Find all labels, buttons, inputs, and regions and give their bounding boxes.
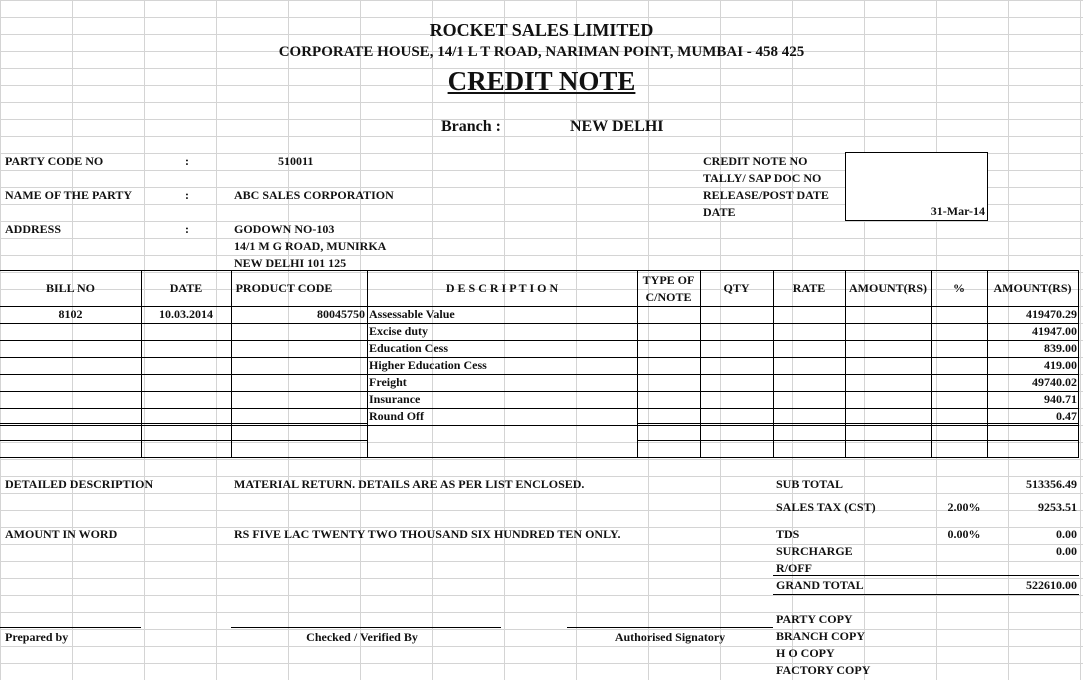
row-line	[0, 440, 368, 441]
branch-value: NEW DELHI	[570, 118, 664, 135]
copy-branch: BRANCH COPY	[776, 629, 865, 643]
date-field[interactable]: 31-Mar-14	[845, 203, 988, 221]
col-line	[367, 270, 368, 457]
sub-total-label: SUB TOTAL	[776, 477, 844, 491]
row-line	[637, 440, 1079, 441]
row-line	[0, 425, 1079, 426]
credit-note-no-label: CREDIT NOTE NO	[703, 154, 808, 168]
colon: :	[185, 188, 189, 202]
tally-doc-no-field[interactable]	[845, 169, 988, 187]
col-line	[845, 270, 846, 457]
item-amount: 419.00	[1044, 358, 1077, 372]
tds-value: 0.00	[1056, 527, 1077, 541]
grand-total-value: 522610.00	[1026, 578, 1077, 592]
roff-label: R/OFF	[776, 561, 812, 575]
surcharge-value: 0.00	[1056, 544, 1077, 558]
sales-tax-percent: 2.00%	[947, 500, 981, 514]
header-product-code: PRODUCT CODE	[235, 281, 333, 295]
item-amount: 41947.00	[1032, 324, 1077, 338]
party-name-label: NAME OF THE PARTY	[5, 188, 133, 202]
prepared-signature-line	[0, 627, 141, 628]
row-line	[0, 408, 1079, 409]
row-line	[0, 374, 1079, 375]
table-top-border	[0, 270, 1079, 271]
item-amount: 419470.29	[1026, 307, 1077, 321]
party-name-value: ABC SALES CORPORATION	[234, 188, 394, 202]
copy-factory: FACTORY COPY	[776, 663, 871, 677]
tds-label: TDS	[776, 527, 800, 541]
row-line	[0, 391, 1079, 392]
detailed-description-label: DETAILED DESCRIPTION	[5, 477, 154, 491]
item-description: Round Off	[369, 409, 425, 423]
address-line: NEW DELHI 101 125	[234, 256, 347, 270]
surcharge-label: SURCHARGE	[776, 544, 853, 558]
address-line: 14/1 M G ROAD, MUNIRKA	[234, 239, 387, 253]
header-date: DATE	[169, 281, 203, 295]
branch-label: Branch :	[441, 118, 501, 135]
item-description: Education Cess	[369, 341, 449, 355]
col-line	[231, 270, 232, 457]
grand-total-top-border	[773, 575, 1079, 576]
item-description: Higher Education Cess	[369, 358, 487, 372]
document-title: CREDIT NOTE	[447, 66, 636, 96]
grand-total-label: GRAND TOTAL	[776, 578, 864, 592]
row-line	[0, 323, 1079, 324]
amount-in-word-value: RS FIVE LAC TWENTY TWO THOUSAND SIX HUNDRED TEN ONLY.	[234, 527, 621, 541]
header-amount-total: AMOUNT(RS)	[993, 281, 1072, 295]
header-qty: QTY	[723, 281, 750, 295]
date-label: DATE	[703, 205, 736, 219]
company-address: CORPORATE HOUSE, 14/1 L T ROAD, NARIMAN POINT, MUMBAI - 458 425	[278, 44, 805, 60]
tally-doc-no-label: TALLY/ SAP DOC NO	[703, 171, 822, 185]
tds-percent: 0.00%	[947, 527, 981, 541]
item-description: Assessable Value	[369, 307, 455, 321]
address-label: ADDRESS	[5, 222, 62, 236]
col-line	[1078, 270, 1079, 457]
amount-in-word-label: AMOUNT IN WORD	[5, 527, 118, 541]
release-date-label: RELEASE/POST DATE	[703, 188, 829, 202]
bill-no-cell: 8102	[58, 307, 83, 321]
copy-party: PARTY COPY	[776, 612, 853, 626]
col-line	[773, 270, 774, 457]
address-line: GODOWN NO-103	[234, 222, 335, 236]
col-line	[931, 270, 932, 457]
prepared-by-label: Prepared by	[5, 630, 69, 644]
colon: :	[185, 154, 189, 168]
header-c-note: C/NOTE	[645, 290, 692, 304]
item-amount: 940.71	[1044, 392, 1077, 406]
copy-ho: H O COPY	[776, 646, 835, 660]
header-rate: RATE	[792, 281, 826, 295]
row-line	[0, 423, 368, 424]
item-description: Excise duty	[369, 324, 429, 338]
product-code-cell: 80045750	[317, 307, 365, 321]
sales-tax-value: 9253.51	[1038, 500, 1077, 514]
authorised-signature-line	[567, 627, 773, 628]
grand-total-bottom-border	[773, 594, 1079, 595]
item-amount: 49740.02	[1032, 375, 1077, 389]
item-description: Insurance	[369, 392, 421, 406]
row-line	[0, 357, 1079, 358]
checked-by-label: Checked / Verified By	[306, 630, 418, 644]
checked-signature-line	[231, 627, 501, 628]
header-description: D E S C R I P T I O N	[445, 281, 559, 295]
header-percent: %	[953, 281, 965, 295]
authorised-signatory-label: Authorised Signatory	[614, 630, 726, 644]
bill-date-cell: 10.03.2014	[159, 307, 213, 321]
item-description: Freight	[369, 375, 407, 389]
table-bottom-border	[0, 457, 1079, 458]
party-code-label: PARTY CODE NO	[5, 154, 104, 168]
item-amount: 839.00	[1044, 341, 1077, 355]
party-code-value: 510011	[278, 154, 314, 168]
detailed-description-value: MATERIAL RETURN. DETAILS ARE AS PER LIST ENCLOSED.	[234, 477, 585, 491]
header-amount: AMOUNT(RS)	[849, 281, 927, 295]
item-amount: 0.47	[1056, 409, 1077, 423]
sales-tax-label: SALES TAX (CST)	[776, 500, 876, 514]
header-bill-no: BILL NO	[45, 281, 96, 295]
company-name: ROCKET SALES LIMITED	[429, 20, 654, 40]
col-line	[141, 270, 142, 457]
release-date-field[interactable]	[845, 186, 988, 204]
sub-total-value: 513356.49	[1026, 477, 1077, 491]
row-line	[0, 340, 1079, 341]
header-type-of: TYPE OF	[642, 273, 695, 287]
colon: :	[185, 222, 189, 236]
col-line	[700, 270, 701, 457]
